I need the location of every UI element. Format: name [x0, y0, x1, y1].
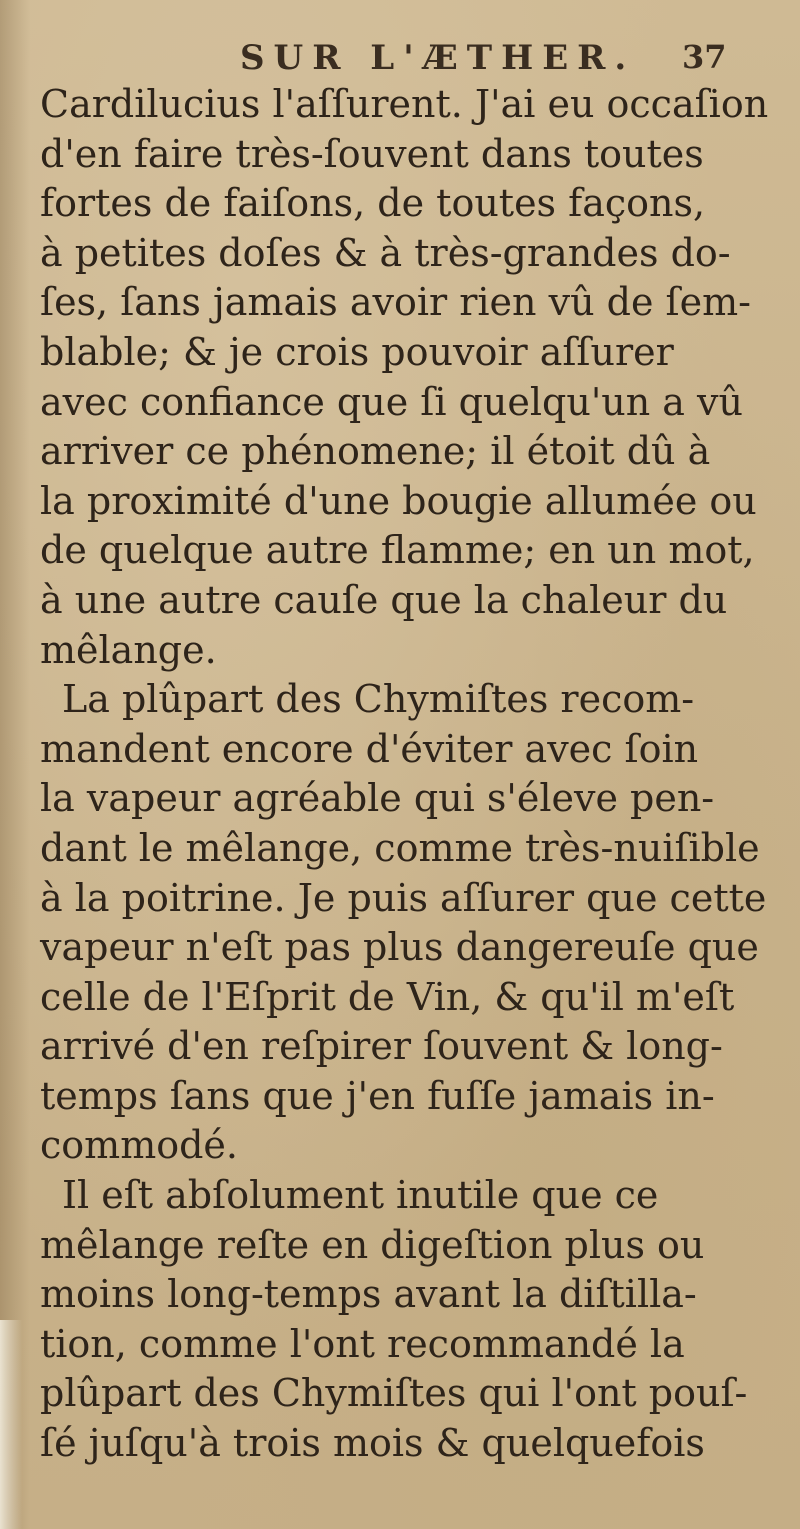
running-head	[40, 38, 790, 82]
text-line: à petites doſes & à très-grandes do-	[40, 230, 731, 275]
paragraph-start: Il eſt abſolument inutile que ce	[62, 1173, 659, 1218]
text-line: vapeur n'eſt pas plus dangereuſe que	[40, 925, 759, 970]
text-line: temps ſans que j'en fuſſe jamais in-	[40, 1073, 715, 1118]
text-line: mandent encore d'éviter avec ſoin	[40, 726, 699, 771]
text-line: Cardilucius l'aſſurent. J'ai eu occaſion	[40, 82, 769, 126]
text-line: ſes, ſans jamais avoir rien vû de ſem-	[40, 280, 751, 325]
text-line: ſé juſqu'à trois mois & quelquefois	[40, 1421, 705, 1466]
text-line: plûpart des Chymiſtes qui l'ont pouſ-	[40, 1371, 748, 1416]
text-line: commodé.	[40, 1123, 238, 1168]
gutter-shadow	[0, 0, 30, 1529]
text-line: tion, comme l'ont recommandé la	[40, 1321, 685, 1366]
page-edge-highlight	[0, 1320, 22, 1529]
text-line: blable; & je crois pouvoir aſſurer	[40, 329, 674, 374]
text-line: arriver ce phénomene; il étoit dû à	[40, 429, 711, 474]
text-line: fortes de faiſons, de toutes façons,	[40, 181, 706, 226]
text-line: à la poitrine. Je puis aſſurer que cette	[40, 875, 767, 920]
text-line: de quelque autre flamme; en un mot,	[40, 528, 755, 573]
text-line: mêlange.	[40, 627, 217, 672]
text-line: dant le mêlange, comme très-nuiſible	[40, 825, 760, 870]
text-line: avec confiance que ſi quelqu'un a vû	[40, 379, 743, 424]
paragraph-start: La plûpart des Chymiſtes recom-	[62, 677, 695, 722]
page-number: 37	[682, 38, 727, 76]
text-line: mêlange reſte en digeſtion plus ou	[40, 1222, 705, 1267]
text-line: à une autre cauſe que la chaleur du	[40, 577, 728, 622]
running-head-title: SUR L'ÆTHER.	[240, 38, 636, 78]
text-line: celle de l'Eſprit de Vin, & qu'il m'eſt	[40, 974, 735, 1019]
text-line: moins long-temps avant la diſtilla-	[40, 1272, 697, 1317]
text-line: arrivé d'en reſpirer ſouvent & long-	[40, 1024, 723, 1069]
text-line: la proximité d'une bougie allumée ou	[40, 478, 757, 523]
text-line: la vapeur agréable qui s'éleve pen-	[40, 776, 715, 821]
body-text	[40, 80, 780, 1469]
text-line: d'en faire très-ſouvent dans toutes	[40, 131, 704, 176]
